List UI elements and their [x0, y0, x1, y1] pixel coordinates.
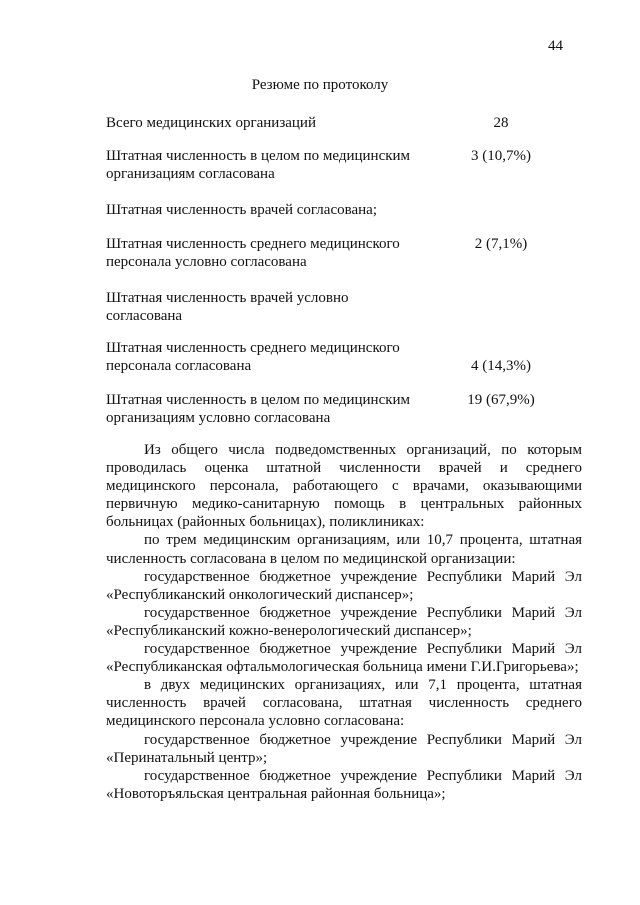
summary-label-line: организациям согласована [106, 166, 275, 182]
summary-label-line: персонала согласована [106, 358, 252, 374]
paragraph-organization: государственное бюджетное учреждение Республики Марий Эл «Республиканская офтальмологическая больница имени Г.И.Григорьева»; [106, 641, 582, 676]
summary-label [106, 391, 436, 427]
summary-label-line: Штатная численность врачей согласована; [106, 202, 377, 218]
summary-value: 2 (7,1%) [474, 236, 528, 252]
summary-label-line: Штатная численность среднего медицинского [106, 236, 400, 252]
summary-label [106, 201, 436, 219]
summary-label-line: Штатная численность в целом по медицинским [106, 148, 411, 164]
body-text [106, 441, 582, 803]
summary-label-line: организациям условно согласована [106, 410, 331, 426]
summary-label [106, 114, 436, 132]
summary-label [106, 289, 436, 325]
paragraph-organization: государственное бюджетное учреждение Республики Марий Эл «Республиканский кожно-венерологический диспансер»; [106, 604, 582, 639]
summary-value: 19 (67,9%) [467, 392, 535, 408]
summary-label-line: Штатная численность врачей условно [106, 290, 349, 306]
summary-label [106, 147, 436, 183]
summary-value: 4 (14,3%) [471, 358, 531, 374]
summary-label-line: персонала условно согласована [106, 254, 307, 270]
summary-value: 28 [493, 115, 509, 131]
paragraph-list-intro: по трем медицинским организациям, или 10,7 процента, штатная численность согласована в целом по медицинской организации: [106, 532, 582, 567]
paragraph-list-intro: в двух медицинских организациях, или 7,1 процента, штатная численность врачей согласована, штатная численность среднего медицинского персонала условно согласована: [106, 677, 582, 730]
summary-label [106, 235, 436, 271]
paragraph-intro: Из общего числа подведомственных организаций, по которым проводилась оценка штатной численности врачей и среднего медицинского персонала, работающего с врачами, оказывающими первичную медико-санитарную помощь в центральных районных больницах (районных больницах), поликлиниках: [106, 442, 582, 531]
summary-label-line: Штатная численность среднего медицинского [106, 340, 400, 356]
summary-label-line: Всего медицинских организаций [106, 115, 316, 131]
paragraph-organization: государственное бюджетное учреждение Республики Марий Эл «Республиканский онкологический диспансер»; [106, 568, 582, 603]
summary-label-line: согласована [106, 308, 183, 324]
paragraph-organization: государственное бюджетное учреждение Республики Марий Эл «Перинатальный центр»; [106, 731, 582, 766]
paragraph-organization: государственное бюджетное учреждение Республики Марий Эл «Новоторъяльская центральная районная больница»; [106, 767, 582, 802]
page-title: Резюме по протоколу [251, 77, 389, 93]
summary-label [106, 339, 436, 375]
page-number: 44 [548, 38, 563, 54]
summary-value: 3 (10,7%) [471, 148, 531, 164]
summary-label-line: Штатная численность в целом по медицинским [106, 392, 411, 408]
